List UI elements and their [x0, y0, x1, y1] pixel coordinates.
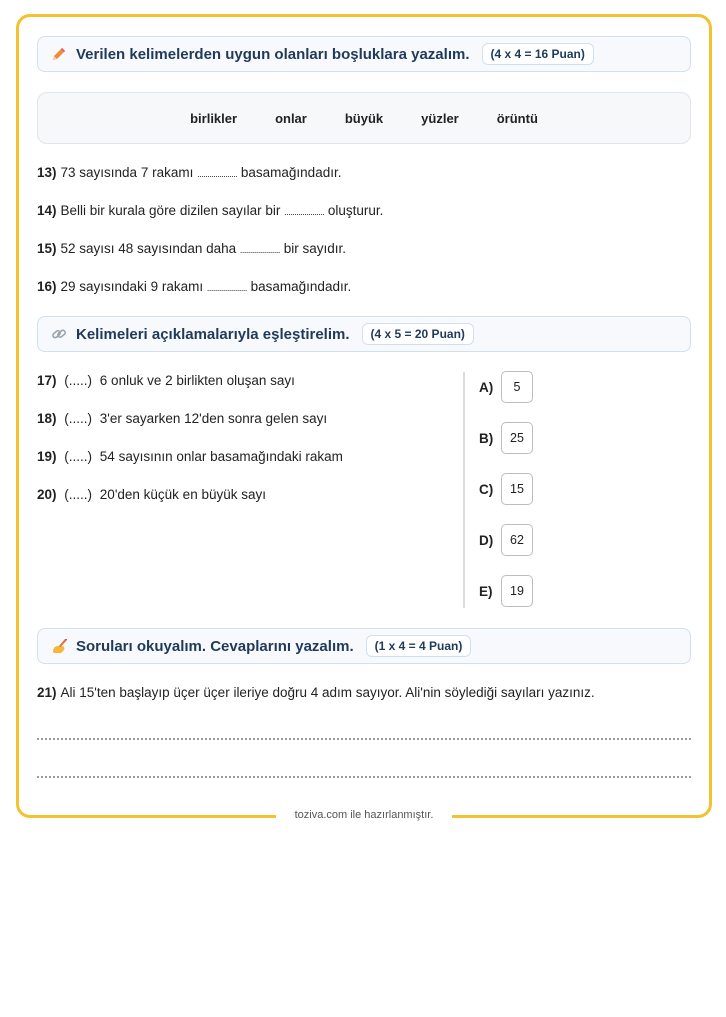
- answer-blank[interactable]: ....................: [239, 245, 280, 255]
- match-item-17: [37, 373, 295, 388]
- footer-credit: toziva.com ile hazırlanmıştır.: [276, 806, 452, 824]
- question-text: 29 sayısındaki 9 rakamı: [60, 279, 204, 294]
- question-13: [37, 165, 341, 180]
- question-text: basamağındadır.: [250, 279, 352, 294]
- match-description: 6 onluk ve 2 birlikten oluşan sayı: [99, 373, 295, 388]
- question-16: [37, 279, 351, 294]
- option-label: A): [479, 379, 494, 395]
- question-number: 21): [37, 685, 57, 700]
- match-item-18: [37, 411, 327, 426]
- answer-blank[interactable]: (.....): [64, 373, 93, 388]
- section1-title: Verilen kelimelerden uygun olanları boşluklara yazalım.: [76, 45, 470, 63]
- question-text: basamağındadır.: [240, 165, 342, 180]
- option-value-box: 5: [501, 371, 533, 403]
- question-text: 52 sayısı 48 sayısından daha: [60, 241, 237, 256]
- section1-points: (4 x 4 = 16 Puan): [482, 43, 594, 65]
- answer-blank[interactable]: ....................: [206, 283, 247, 293]
- link-icon: [50, 325, 68, 343]
- question-number: 17): [37, 373, 57, 388]
- match-description: 54 sayısının onlar basamağındaki rakam: [99, 449, 343, 464]
- option-e: [479, 575, 533, 607]
- match-divider: [463, 372, 465, 608]
- question-15: [37, 241, 346, 256]
- option-label: B): [479, 430, 494, 446]
- question-number: 14): [37, 203, 57, 218]
- answer-blank[interactable]: (.....): [64, 411, 93, 426]
- word-bank-item: büyük: [344, 110, 384, 126]
- answer-line[interactable]: [37, 776, 691, 778]
- question-number: 15): [37, 241, 57, 256]
- question-text: 73 sayısında 7 rakamı: [60, 165, 194, 180]
- word-bank-item: örüntü: [496, 110, 538, 126]
- question-number: 18): [37, 411, 57, 426]
- question-number: 19): [37, 449, 57, 464]
- question-text: bir sayıdır.: [283, 241, 346, 256]
- answer-blank[interactable]: (.....): [64, 487, 93, 502]
- question-text: Belli bir kurala göre dizilen sayılar bir: [60, 203, 281, 218]
- writing-hand-icon: [50, 637, 68, 655]
- match-description: 3'er sayarken 12'den sonra gelen sayı: [99, 411, 328, 426]
- section3-points: (1 x 4 = 4 Puan): [366, 635, 472, 657]
- option-value-box: 62: [501, 524, 533, 556]
- question-text: Ali 15'ten başlayıp üçer üçer ileriye doğru 4 adım sayıyor. Ali'nin söylediği sayıları yazınız.: [60, 685, 595, 700]
- question-number: 16): [37, 279, 57, 294]
- match-item-20: [37, 487, 266, 502]
- section1-header: [37, 36, 691, 72]
- match-item-19: [37, 449, 343, 464]
- answer-blank[interactable]: (.....): [64, 449, 93, 464]
- option-label: C): [479, 481, 494, 497]
- option-label: D): [479, 532, 494, 548]
- question-number: 20): [37, 487, 57, 502]
- option-value-box: 25: [501, 422, 533, 454]
- word-bank-item: onlar: [275, 110, 307, 126]
- answer-blank[interactable]: ....................: [284, 207, 325, 217]
- question-number: 13): [37, 165, 57, 180]
- option-b: [479, 422, 533, 454]
- section2-points: (4 x 5 = 20 Puan): [362, 323, 474, 345]
- section2-header: [37, 316, 691, 352]
- question-14: [37, 203, 383, 218]
- word-bank: [37, 92, 691, 144]
- match-description: 20'den küçük en büyük sayı: [99, 487, 266, 502]
- option-value-box: 15: [501, 473, 533, 505]
- section3-title: Soruları okuyalım. Cevaplarını yazalım.: [76, 637, 354, 655]
- option-a: [479, 371, 533, 403]
- word-bank-item: yüzler: [421, 110, 459, 126]
- pencil-icon: [50, 45, 68, 63]
- option-label: E): [479, 583, 493, 599]
- answer-blank[interactable]: ....................: [197, 169, 238, 179]
- option-value-box: 19: [501, 575, 533, 607]
- answer-line[interactable]: [37, 738, 691, 740]
- word-bank-item: birlikler: [190, 110, 238, 126]
- section2-title: Kelimeleri açıklamalarıyla eşleştirelim.: [76, 325, 350, 343]
- question-text: oluşturur.: [327, 203, 384, 218]
- section3-header: [37, 628, 691, 664]
- option-d: [479, 524, 533, 556]
- question-21: [37, 685, 595, 700]
- option-c: [479, 473, 533, 505]
